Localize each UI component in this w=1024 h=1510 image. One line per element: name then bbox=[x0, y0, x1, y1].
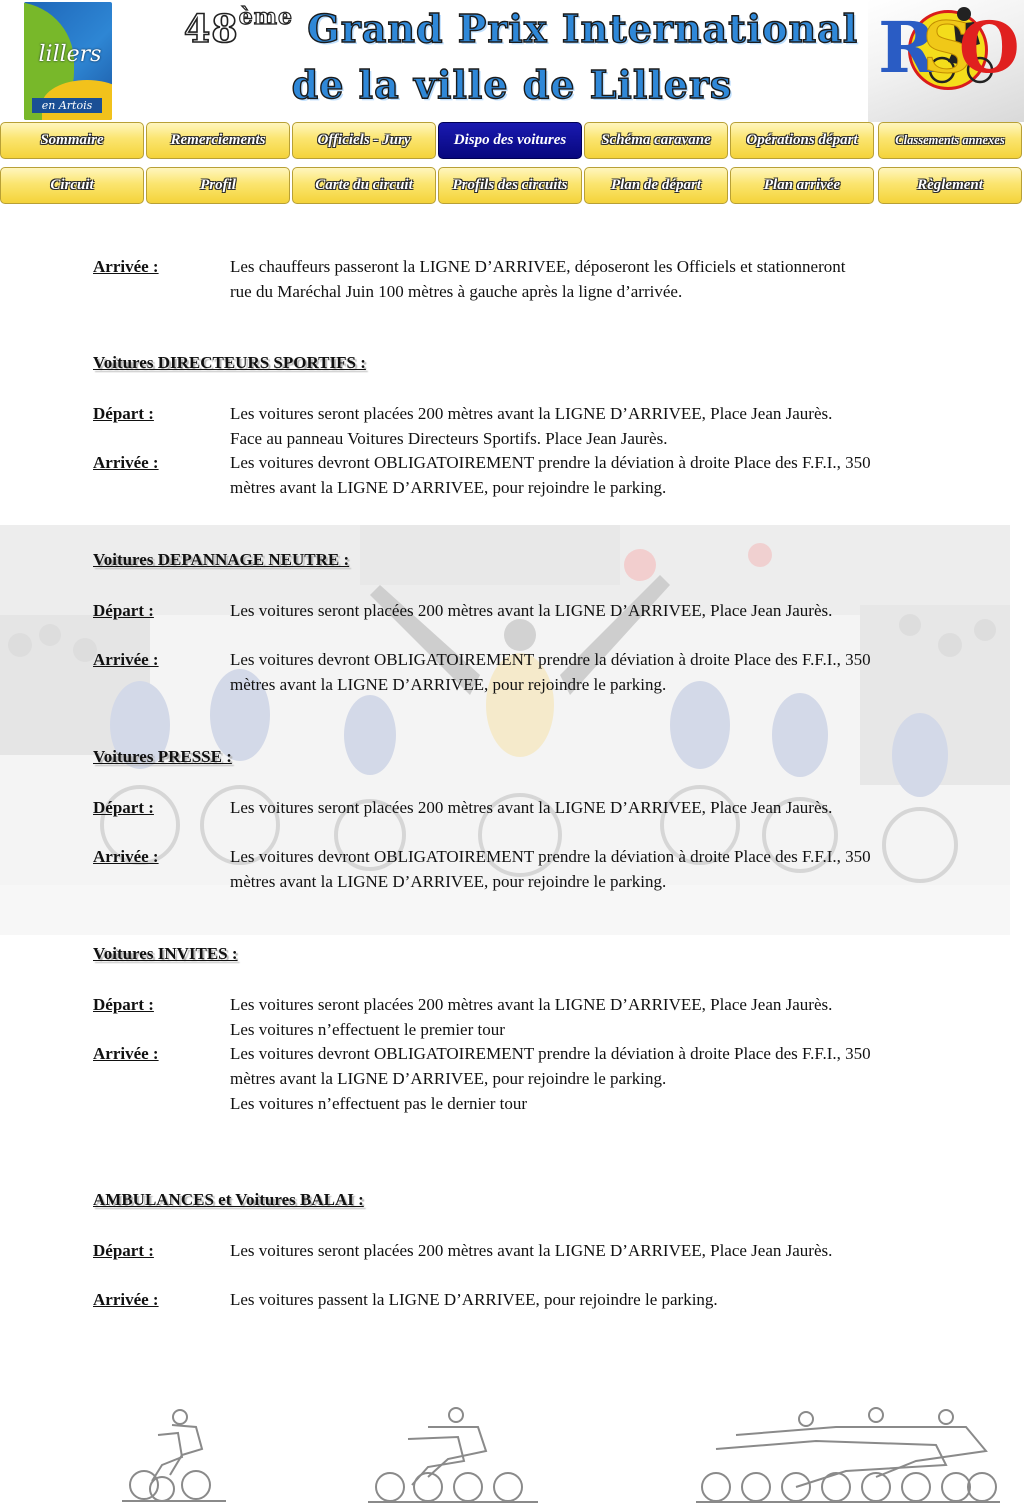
label-arrivee: Arrivée : bbox=[93, 257, 159, 276]
text-line: Les voitures seront placées 200 mètres avant la LIGNE D’ARRIVEE, Place Jean Jaurès. bbox=[230, 995, 833, 1014]
cyclist-group-icon bbox=[368, 1405, 538, 1505]
text-line: Les voitures devront OBLIGATOIREMENT prendre la déviation à droite Place des F.F.I., 350 bbox=[230, 847, 871, 866]
logo-sub: en Artois bbox=[32, 98, 102, 113]
section-title-invites: Voitures INVITES : bbox=[93, 944, 238, 963]
label-depart: Départ : bbox=[93, 1241, 154, 1260]
text-line: Les voitures passent la LIGNE D’ARRIVEE, pour rejoindre le parking. bbox=[230, 1290, 718, 1309]
title-ordinal: ème bbox=[238, 4, 294, 30]
nav-plan-depart[interactable]: Plan de départ bbox=[584, 167, 728, 204]
nav-dispo-voitures[interactable]: Dispo des voitures bbox=[438, 122, 582, 159]
page-header bbox=[0, 0, 1024, 122]
text-line: mètres avant la LIGNE D’ARRIVEE, pour rejoindre le parking. bbox=[230, 872, 667, 891]
text-line: Les voitures seront placées 200 mètres avant la LIGNE D’ARRIVEE, Place Jean Jaurès. bbox=[230, 798, 833, 817]
logo-word: lillers bbox=[38, 42, 102, 67]
text-line: mètres avant la LIGNE D’ARRIVEE, pour rejoindre le parking. bbox=[230, 1069, 667, 1088]
text-line: mètres avant la LIGNE D’ARRIVEE, pour rejoindre le parking. bbox=[230, 675, 667, 694]
nav-row-primary bbox=[0, 122, 1024, 160]
nav-reglement[interactable]: Règlement bbox=[878, 167, 1022, 204]
nav-profil[interactable]: Profil bbox=[146, 167, 290, 204]
cyclist-icon bbox=[122, 1405, 226, 1505]
nav-profils-circuits[interactable]: Profils des circuits bbox=[438, 167, 582, 204]
text-line: Face au panneau Voitures Directeurs Sportifs. Place Jean Jaurès. bbox=[230, 429, 668, 448]
title-text-2: de la ville de Lillers bbox=[291, 62, 733, 107]
text-line: mètres avant la LIGNE D’ARRIVEE, pour rejoindre le parking. bbox=[230, 478, 667, 497]
rso-logo bbox=[868, 0, 1024, 122]
section-title-depannage: Voitures DEPANNAGE NEUTRE : bbox=[93, 550, 350, 569]
nav-plan-arrivee[interactable]: Plan arrivée bbox=[730, 167, 874, 204]
rso-letters: RSO bbox=[878, 6, 1006, 89]
nav-row-secondary bbox=[0, 167, 1024, 205]
nav-sommaire[interactable]: Sommaire bbox=[0, 122, 144, 159]
text-line: Les voitures seront placées 200 mètres avant la LIGNE D’ARRIVEE, Place Jean Jaurès. bbox=[230, 1241, 833, 1260]
nav-classements-annexes[interactable]: Classements annexes bbox=[878, 122, 1022, 159]
text-line: Les voitures devront OBLIGATOIREMENT prendre la déviation à droite Place des F.F.I., 350 bbox=[230, 650, 871, 669]
label-arrivee: Arrivée : bbox=[93, 650, 159, 669]
label-depart: Départ : bbox=[93, 995, 154, 1014]
label-arrivee: Arrivée : bbox=[93, 1290, 159, 1309]
label-arrivee: Arrivée : bbox=[93, 1044, 159, 1063]
section-title-presse: Voitures PRESSE : bbox=[93, 747, 232, 766]
text-line: Les voitures devront OBLIGATOIREMENT prendre la déviation à droite Place des F.F.I., 350 bbox=[230, 1044, 871, 1063]
text-line: Les voitures devront OBLIGATOIREMENT prendre la déviation à droite Place des F.F.I., 350 bbox=[230, 453, 871, 472]
text-line: Les voitures n’effectuent pas le dernier tour bbox=[230, 1094, 528, 1113]
label-depart: Départ : bbox=[93, 601, 154, 620]
label-arrivee: Arrivée : bbox=[93, 453, 159, 472]
text-line: rue du Maréchal Juin 100 mètres à gauche après la ligne d’arrivée. bbox=[230, 282, 683, 301]
peloton-icon bbox=[696, 1405, 1000, 1505]
text-line: Les voitures seront placées 200 mètres avant la LIGNE D’ARRIVEE, Place Jean Jaurès. bbox=[230, 601, 833, 620]
text-line: Les chauffeurs passeront la LIGNE D’ARRIVEE, déposeront les Officiels et stationneront bbox=[230, 257, 846, 276]
nav-operations-depart[interactable]: Opérations départ bbox=[730, 122, 874, 159]
label-arrivee: Arrivée : bbox=[93, 847, 159, 866]
text-line: Les voitures n’effectuent le premier tour bbox=[230, 1020, 505, 1039]
nav-officiels-jury[interactable]: Officiels - Jury bbox=[292, 122, 436, 159]
nav-circuit[interactable]: Circuit bbox=[0, 167, 144, 204]
label-depart: Départ : bbox=[93, 798, 154, 817]
title-text-1: Grand Prix International bbox=[307, 6, 859, 51]
title-number: 48 bbox=[183, 6, 239, 51]
nav-schema-caravane[interactable]: Schéma caravane bbox=[584, 122, 728, 159]
section-title-ambulances: AMBULANCES et Voitures BALAI : bbox=[93, 1190, 364, 1209]
text-line: Les voitures seront placées 200 mètres avant la LIGNE D’ARRIVEE, Place Jean Jaurès. bbox=[230, 404, 833, 423]
label-depart: Départ : bbox=[93, 404, 154, 423]
nav-carte-circuit[interactable]: Carte du circuit bbox=[292, 167, 436, 204]
section-title-directeurs: Voitures DIRECTEURS SPORTIFS : bbox=[93, 353, 366, 372]
nav-remerciements[interactable]: Remerciements bbox=[146, 122, 290, 159]
